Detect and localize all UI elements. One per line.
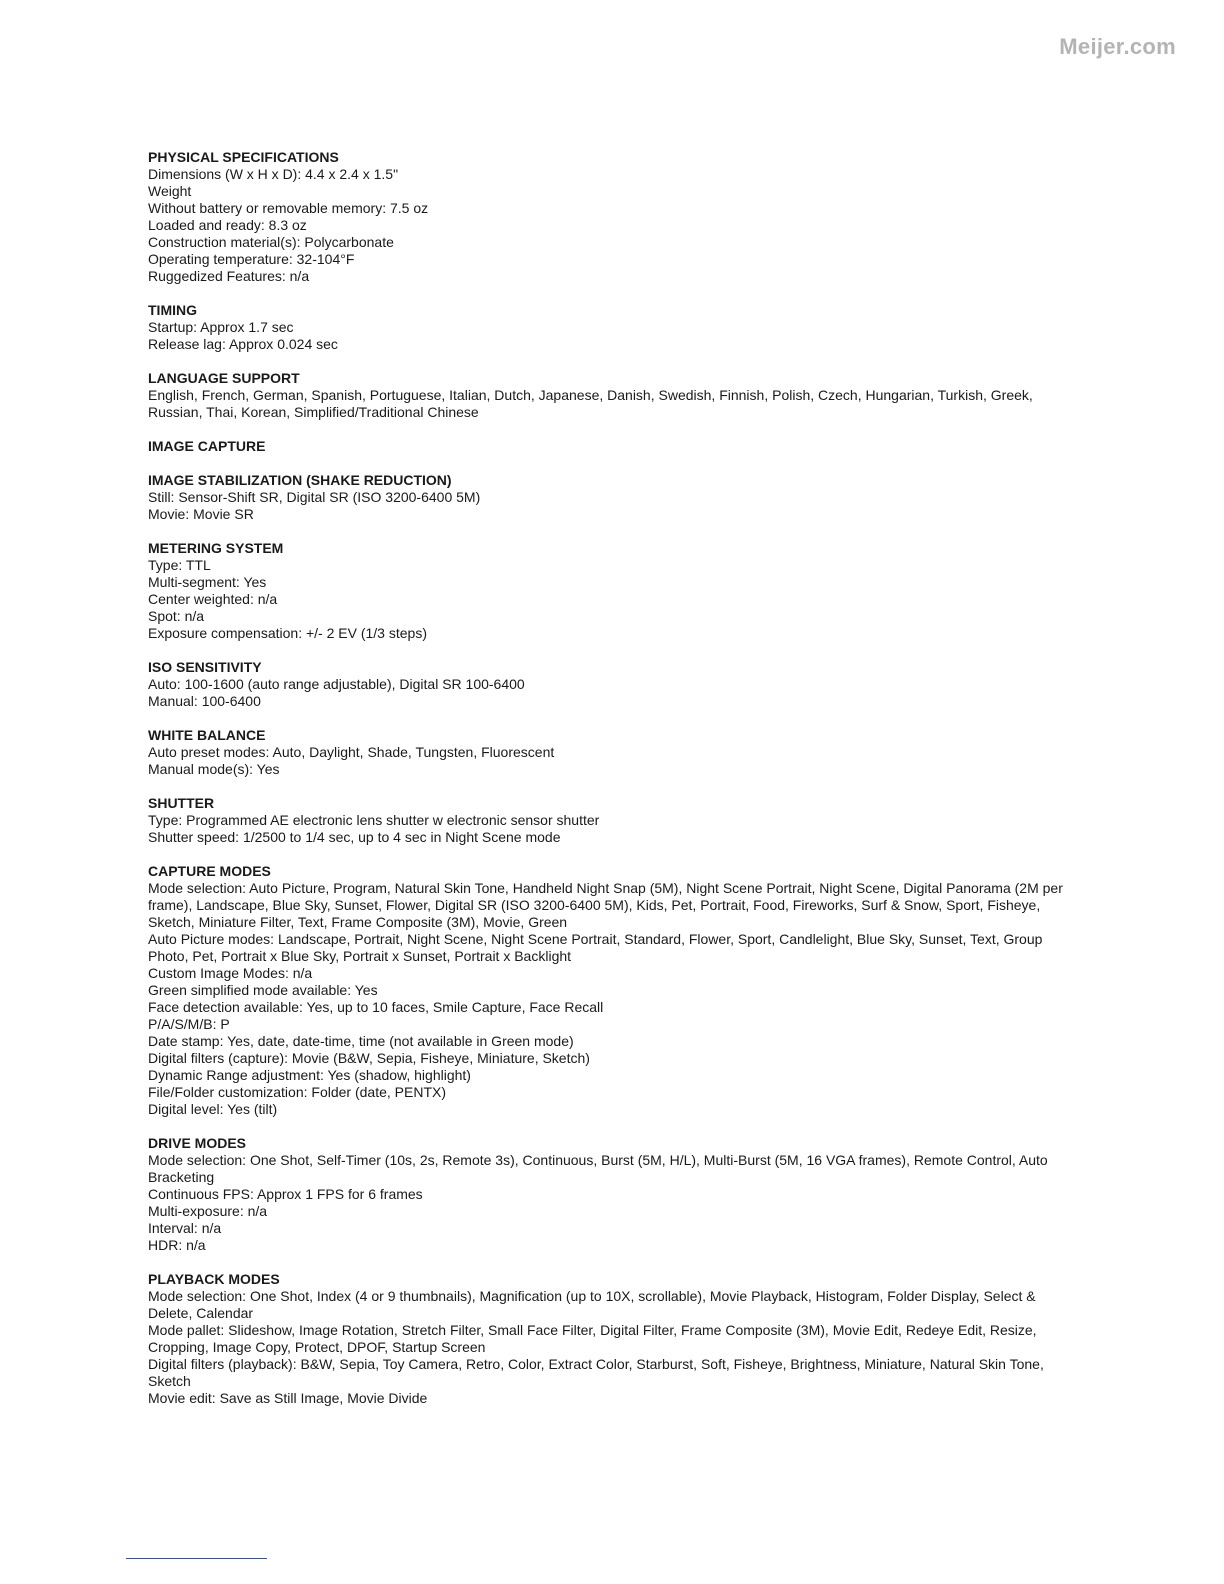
spec-line: Face detection available: Yes, up to 10 faces, Smile Capture, Face Recall	[148, 999, 604, 1015]
spec-line: Mode selection: One Shot, Index (4 or 9 thumbnails), Magnification (up to 10X, scrollable), Movie Playback, Histogram, Folder Display, Select & Delete, Calendar	[148, 1288, 1036, 1321]
spec-line: Manual mode(s): Yes	[148, 761, 280, 777]
section-heading: METERING SYSTEM	[148, 540, 284, 556]
spec-section	[148, 1271, 1073, 1407]
spec-section	[148, 795, 1073, 846]
spec-line: File/Folder customization: Folder (date, PENTX)	[148, 1084, 446, 1100]
spec-line: Mode selection: One Shot, Self-Timer (10s, 2s, Remote 3s), Continuous, Burst (5M, H/L), Multi-Burst (5M, 16 VGA frames), Remote Control, Auto Bracketing	[148, 1152, 1048, 1185]
spec-line: Operating temperature: 32-104°F	[148, 251, 355, 267]
spec-line: Movie edit: Save as Still Image, Movie Divide	[148, 1390, 428, 1406]
spec-line: Release lag: Approx 0.024 sec	[148, 336, 338, 352]
spec-line: Auto preset modes: Auto, Daylight, Shade, Tungsten, Fluorescent	[148, 744, 555, 760]
spec-line: Continuous FPS: Approx 1 FPS for 6 frames	[148, 1186, 423, 1202]
spec-line: Center weighted: n/a	[148, 591, 278, 607]
spec-line: Manual: 100-6400	[148, 693, 261, 709]
spec-line: Mode pallet: Slideshow, Image Rotation, Stretch Filter, Small Face Filter, Digital Filter, Frame Composite (3M), Movie Edit, Redeye Edit, Resize, Cropping, Image Copy, Protect, DPOF, Startup Screen	[148, 1322, 1037, 1355]
spec-line: Ruggedized Features: n/a	[148, 268, 310, 284]
spec-line: Digital filters (capture): Movie (B&W, Sepia, Fisheye, Miniature, Sketch)	[148, 1050, 590, 1066]
section-heading: PLAYBACK MODES	[148, 1271, 280, 1287]
section-heading: TIMING	[148, 302, 197, 318]
section-heading: DRIVE MODES	[148, 1135, 247, 1151]
spec-section	[148, 727, 1073, 778]
spec-line: Digital level: Yes (tilt)	[148, 1101, 278, 1117]
spec-line: Still: Sensor-Shift SR, Digital SR (ISO 3200-6400 5M)	[148, 489, 481, 505]
section-heading: WHITE BALANCE	[148, 727, 266, 743]
section-heading: SHUTTER	[148, 795, 215, 811]
spec-line: Interval: n/a	[148, 1220, 222, 1236]
spec-line: Dynamic Range adjustment: Yes (shadow, highlight)	[148, 1067, 471, 1083]
spec-line: Loaded and ready: 8.3 oz	[148, 217, 307, 233]
section-heading: PHYSICAL SPECIFICATIONS	[148, 149, 339, 165]
spec-section	[148, 149, 1073, 285]
meijer-watermark: Meijer.com	[1059, 34, 1176, 59]
spec-section	[148, 1135, 1073, 1254]
spec-section	[148, 370, 1073, 421]
spec-line: Startup: Approx 1.7 sec	[148, 319, 294, 335]
section-heading: ISO SENSITIVITY	[148, 659, 262, 675]
spec-line: Construction material(s): Polycarbonate	[148, 234, 394, 250]
spec-line: Type: TTL	[148, 557, 211, 573]
spec-line: P/A/S/M/B: P	[148, 1016, 230, 1032]
section-heading: IMAGE STABILIZATION (SHAKE REDUCTION)	[148, 472, 452, 488]
section-heading: CAPTURE MODES	[148, 863, 271, 879]
spec-section	[148, 472, 1073, 523]
spec-section	[148, 659, 1073, 710]
spec-line: Green simplified mode available: Yes	[148, 982, 378, 998]
spec-line: Without battery or removable memory: 7.5 oz	[148, 200, 429, 216]
spec-document	[148, 149, 1073, 1424]
spec-section	[148, 540, 1073, 642]
spec-line: Shutter speed: 1/2500 to 1/4 sec, up to 4 sec in Night Scene mode	[148, 829, 561, 845]
spec-line: Type: Programmed AE electronic lens shutter w electronic sensor shutter	[148, 812, 600, 828]
spec-line: HDR: n/a	[148, 1237, 206, 1253]
spec-line: Weight	[148, 183, 192, 199]
spec-line: Dimensions (W x H x D): 4.4 x 2.4 x 1.5"	[148, 166, 399, 182]
spec-line: Multi-exposure: n/a	[148, 1203, 268, 1219]
spec-line: English, French, German, Spanish, Portuguese, Italian, Dutch, Japanese, Danish, Swedish, Finnish, Polish, Czech, Hungarian, Turkish, Greek, Russian, Thai, Korean, Simplified/Traditional Chinese	[148, 387, 1033, 420]
spec-line: Digital filters (playback): B&W, Sepia, Toy Camera, Retro, Color, Extract Color, Starburst, Soft, Fisheye, Brightness, Miniature, Natural Skin Tone, Sketch	[148, 1356, 1044, 1389]
spec-section	[148, 302, 1073, 353]
spec-section	[148, 438, 1073, 455]
spec-line: Exposure compensation: +/- 2 EV (1/3 steps)	[148, 625, 427, 641]
spec-line: Auto: 100-1600 (auto range adjustable), Digital SR 100-6400	[148, 676, 525, 692]
spec-section	[148, 863, 1073, 1118]
spec-line: Custom Image Modes: n/a	[148, 965, 313, 981]
section-heading: LANGUAGE SUPPORT	[148, 370, 300, 386]
spec-line: Movie: Movie SR	[148, 506, 254, 522]
spec-line: Auto Picture modes: Landscape, Portrait, Night Scene, Night Scene Portrait, Standard, Flower, Sport, Candlelight, Blue Sky, Sunset, Text, Group Photo, Pet, Portrait x Blue Sky, Portrait x Sunset, Portrait x Backlight	[148, 931, 1043, 964]
spec-line: Mode selection: Auto Picture, Program, Natural Skin Tone, Handheld Night Snap (5M), Night Scene Portrait, Night Scene, Digital Panorama (2M per frame), Landscape, Blue Sky, Sunset, Flower, Digital SR (ISO 3200-6400 5M), Kids, Pet, Portrait, Food, Fireworks, Surf & Snow, Sport, Fisheye, Sketch, Miniature Filter, Text, Frame Composite (3M), Movie, Green	[148, 880, 1063, 930]
footnote-divider	[126, 1558, 267, 1559]
spec-line: Spot: n/a	[148, 608, 205, 624]
section-heading: IMAGE CAPTURE	[148, 438, 266, 454]
spec-line: Date stamp: Yes, date, date-time, time (not available in Green mode)	[148, 1033, 574, 1049]
spec-line: Multi-segment: Yes	[148, 574, 267, 590]
